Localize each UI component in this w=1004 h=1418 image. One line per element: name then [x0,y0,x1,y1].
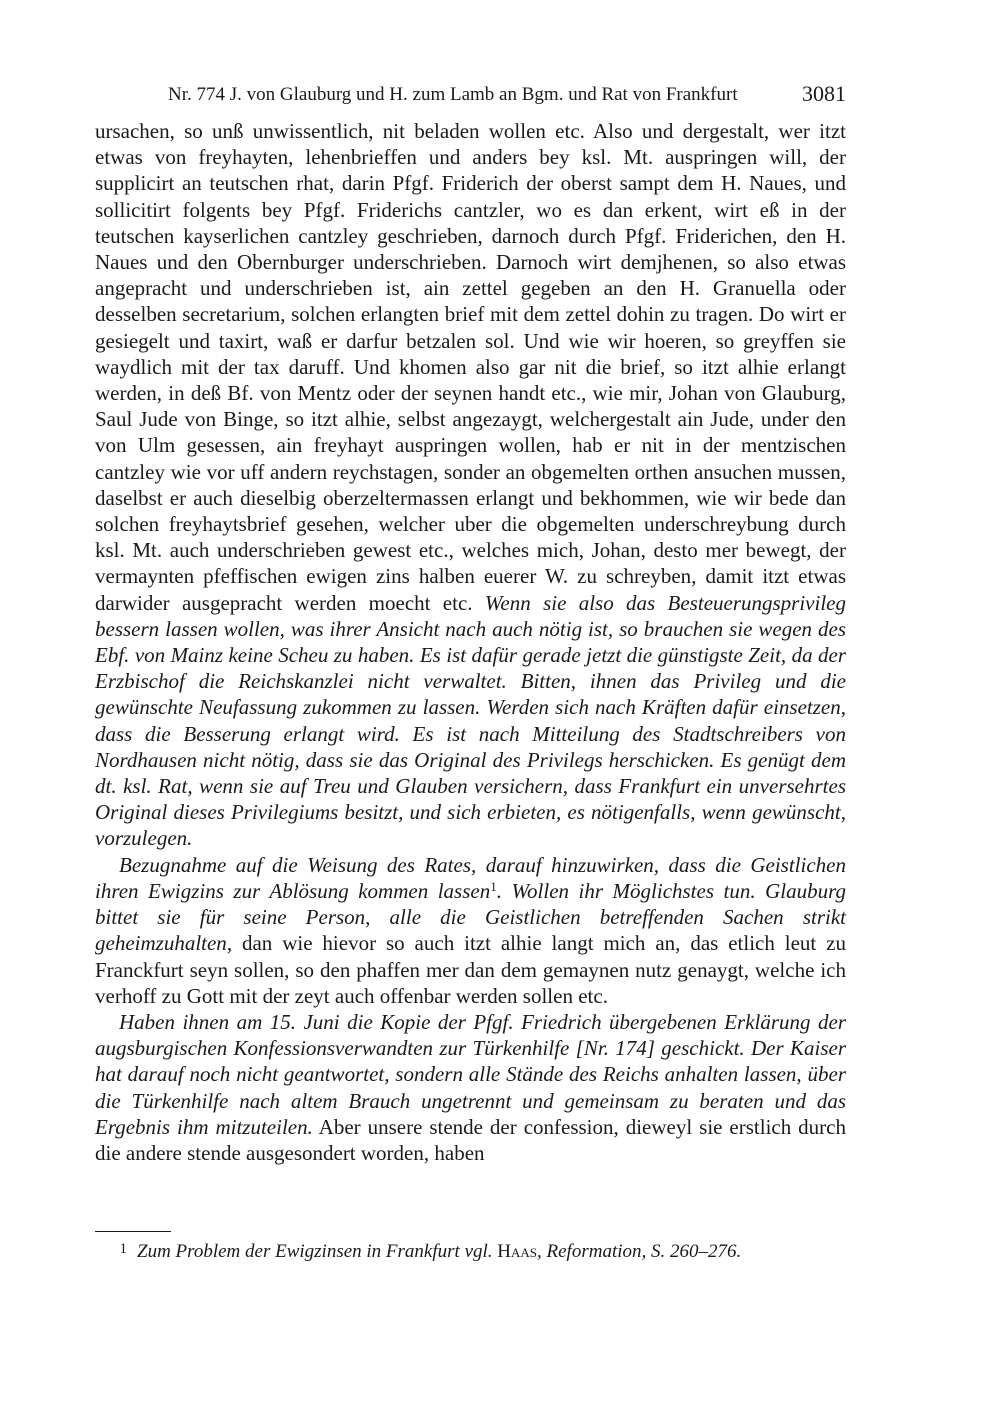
paragraph-2-italic-b: . Wollen ihr Möglichstes tun. Glauburg bittet sie für seine Person, alle die Geistlichen betreffenden Sachen strikt geheimzuhalten [95,878,846,956]
body-text [95,118,846,1166]
footnote-text-b: , Reformation, S. 260–276. [537,1241,742,1262]
page-number: 3081 [802,81,846,106]
paragraph-1-text: ursachen, so unß unwissentlich, nit beladen wollen etc. Also und dergestalt, wer itzt etwas von freyhayten, lehenbrieffen und anders bey ksl. Mt. auspringen will, der supplicirt an teutschen rhat, darin Pfgf. Friderich der oberst sampt dem H. Naues, und sollicitirt folgents bey Pfgf. Friderichs cantzler, wo es dan erkent, wirt eß in der teutschen kayserlichen cantzley geschrieben, darnoch durch Pfgf. Friderichen, den H. Naues und den Obernburger underschrieben. Darnoch wirt demjhenen, so also etwas angepracht und underschrieben ist, ain zettel gegeben an den H. Granuella oder desselben secretarium, solchen erlangten brief mit dem zettel dohin zu tragen. Do wirt er gesiegelt und taxirt, waß er darfur betzalen sol. Und wie wir hoeren, so greyffen sie waydlich mit der tax daruff. Und khomen also gar nit die brief, so itzt alhie erlangt werden, in deß Bf. von Mentz oder der seynen handt etc., wie mir, Johan von Glauburg, Saul Jude von Binge, so itzt alhie, selbst angezaygt, welchergestalt ain Jude, under den von Ulm gesessen, ain freyhayt auspringen wollen, hab er nit in der mentzischen cantzley wie vor uff andern reychstagen, sonder an obgemelten orthen ansuchen mussen, daselbst er auch dieselbig oberzeltermassen erlangt und bekhommen, wie wir bede dan solchen freyhaytsbrief gesehen, welcher uber die obgemelten underschreybung durch ksl. Mt. auch underschrieben gewest etc., welches mich, Johan, desto mer bewegt, der vermaynten pfeffischen ewigen zins halben euerer W. zu schreyben, damit itzt etwas darwider ausgepracht werden moecht etc. [95,119,846,615]
running-head [168,80,846,110]
paragraph-2-text: , dan wie hievor so auch itzt alhie langt mich an, das etlich leut zu Franckfurt seyn sollen, so den phaffen mer dan dem gemaynen nutz genaygt, welche ich verhoff zu Gott mit der zeyt auch offenbar werden sollen etc. [95,931,846,1008]
paragraph-2 [95,852,846,1009]
footnote-author: Haas [497,1241,538,1262]
paragraph-3-text: Aber unsere stende der confession, dieweyl sie erstlich durch die andere stende ausgesondert worden, haben [95,1114,846,1165]
footnote-divider [95,1231,171,1232]
footnote-text-a: Zum Problem der Ewigzinsen in Frankfurt vgl. [137,1241,498,1262]
running-head-title: Nr. 774 J. von Glauburg und H. zum Lamb an Bgm. und Rat von Frankfurt [168,84,738,105]
paragraph-2-italic-a: Bezugnahme auf die Weisung des Rates, darauf hinzuwirken, dass die Geistlichen ihren Ewigzins zur Ablösung kommen lassen [95,852,846,903]
footnote-ref-1[interactable]: 1 [490,878,497,894]
paragraph-3 [95,1009,846,1166]
paragraph-1 [95,118,846,852]
paragraph-3-italic: Haben ihnen am 15. Juni die Kopie der Pfgf. Friedrich übergebenen Erklärung der augsburgischen Konfessionsverwandten zur Türkenhilfe [Nr. 174] geschickt. Der Kaiser hat darauf noch nicht geantwortet, sondern alle Stände des Reichs anhalten lassen, über die Türkenhilfe nach altem Brauch ungetrennt und gemeinsam zu beraten und das Ergebnis ihm mitzuteilen. [95,1009,846,1139]
paragraph-1-italic-summary: Wenn sie also das Besteuerungsprivileg bessern lassen wollen, was ihrer Ansicht nach auch nötig ist, so brauchen sie wegen des Ebf. von Mainz keine Scheu zu haben. Es ist dafür gerade jetzt die günstigste Zeit, da der Erzbischof die Reichskanzlei nicht verwaltet. Bitten, ihnen das Privileg und die gewünschte Neufassung zukommen zu lassen. Werden sich nach Kräften dafür einsetzen, dass die Besserung erlangt wird. Es ist nach Mitteilung des Stadtschreibers von Nordhausen nicht nötig, dass sie das Original des Privilegs herschicken. Es genügt dem dt. ksl. Rat, wenn sie auf Treu und Glauben versichern, dass Frankfurt ein unversehrtes Original dieses Privilegiums besitzt, und sich erbieten, es nötigenfalls, wenn gewünscht, vorzulegen. [95,590,846,851]
footnote-number: 1 [119,1241,127,1257]
footnote-1 [95,1236,846,1265]
